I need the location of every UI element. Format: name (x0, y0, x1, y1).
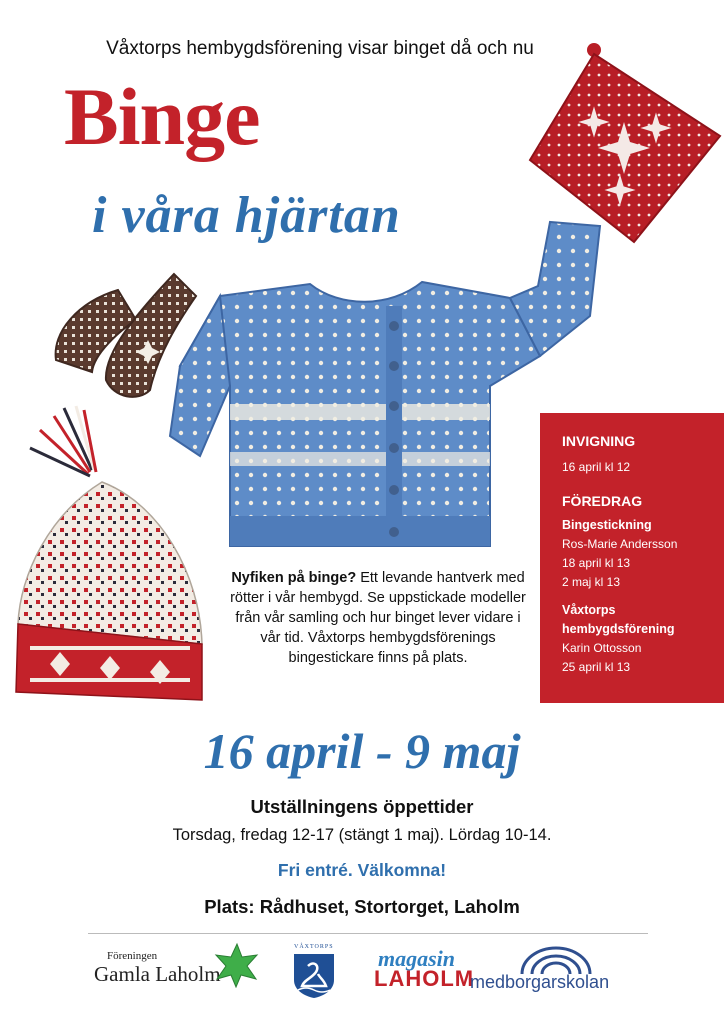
footer-divider (88, 933, 648, 934)
invigning-heading: INVIGNING (562, 433, 636, 449)
magasin-logo-text: magasin (378, 946, 456, 971)
gamla-laholm-logo-text: Gamla Laholm (94, 962, 221, 986)
talk2-title-line2: hembygdsförening (562, 622, 675, 636)
intro-lead: Nyfiken på binge? (231, 570, 357, 586)
hours-heading: Utställningens öppettider (250, 796, 474, 817)
vaxtorps-logo-text: VÅXTORPS (294, 944, 334, 950)
title-binge: Binge (64, 71, 260, 162)
talk1-date1: 18 april kl 13 (562, 556, 631, 570)
subtitle: Våxtorps hembygdsförening visar binget då och nu (106, 38, 534, 59)
free-entry: Fri entré. Välkomna! (277, 860, 447, 880)
talk1-date2: 2 maj kl 13 (562, 575, 621, 589)
invigning-date: 16 april kl 12 (562, 460, 631, 474)
talk2-title-line1: Våxtorps (562, 603, 616, 617)
program-box (540, 413, 724, 703)
gamla-laholm-small-label: Föreningen (107, 950, 158, 962)
talk1-title: Bingestickning (562, 518, 652, 532)
hat-image (10, 394, 210, 706)
talk2-date: 25 april kl 13 (562, 660, 631, 674)
medborgarskolan-logo-text: medborgarskolan (470, 972, 610, 992)
intro-body: Ett levande hantverk med rötter i vår hembygd. Se uppstickade modeller från vår samling och hur binget lever vidare i vår tid. Våxtorps hembygdsförenings bingestickare finns på plats. (230, 570, 526, 666)
laholm-logo-text: LAHOLM (374, 966, 475, 991)
vaxtorps-swan-shield-icon (290, 952, 338, 1000)
talk1-speaker: Ros-Marie Andersson (562, 537, 678, 551)
medborgarskolan-arc-icon (518, 944, 594, 974)
intro-paragraph (228, 568, 528, 668)
foredrag-heading: FÖREDRAG (562, 493, 643, 509)
event-place: Plats: Rådhuset, Stortorget, Laholm (204, 896, 520, 917)
talk2-speaker: Karin Ottosson (562, 641, 642, 655)
event-dates: 16 april - 9 maj (203, 723, 521, 779)
opening-hours: Torsdag, fredag 12-17 (stängt 1 maj). Lördag 10-14. (172, 826, 552, 844)
gamla-laholm-star-icon (214, 942, 260, 988)
title-hjartan: i våra hjärtan (92, 187, 401, 244)
